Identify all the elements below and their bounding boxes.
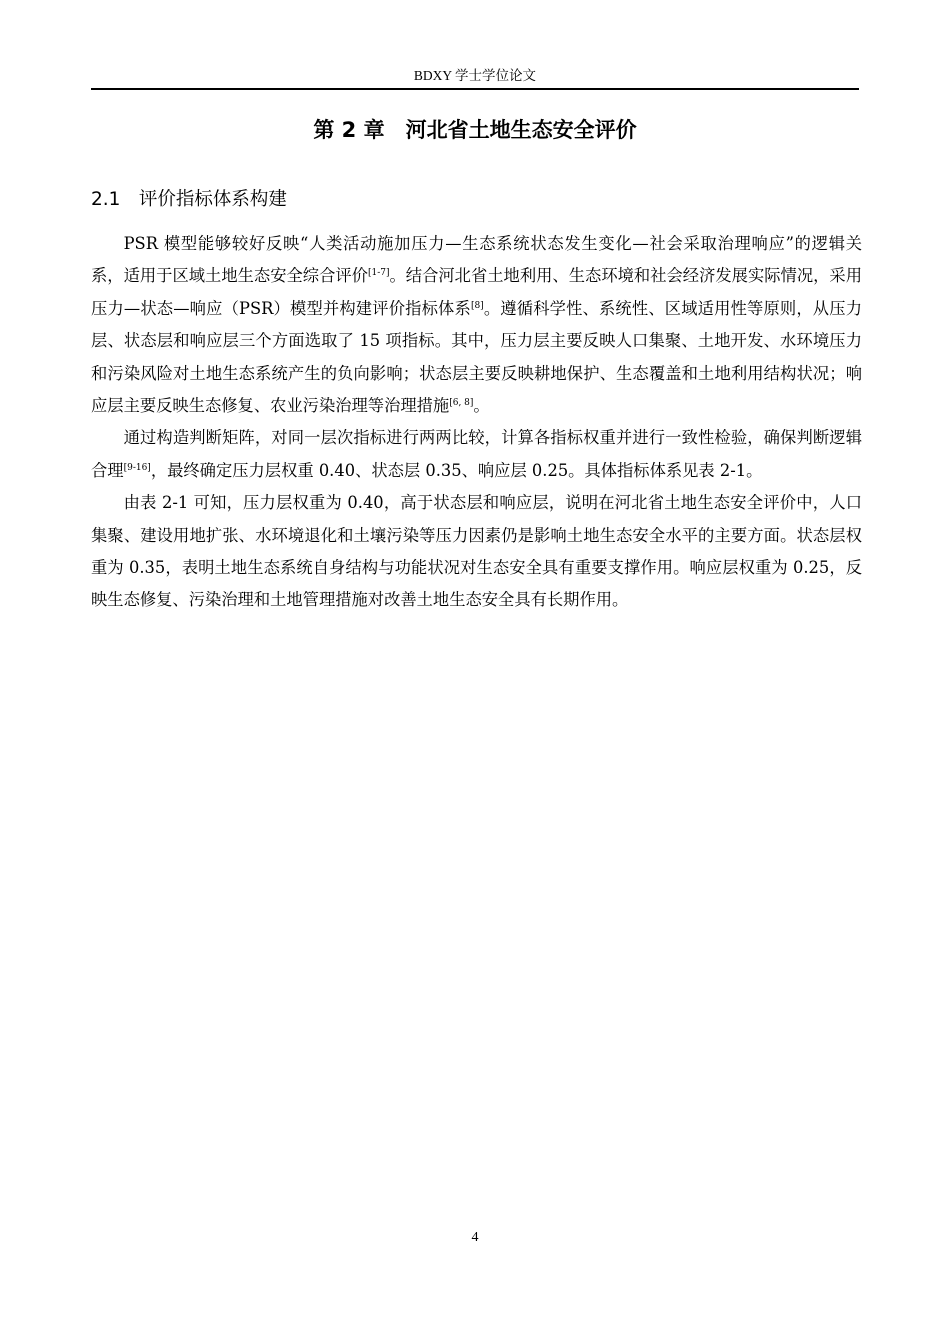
paragraph-1-text-3: 。遵循科学性、系统性、区域适用性等原则，从压力层、状态层和响应层三个方面选取了 15 项指标。其中，压力层主要反映人口集聚、土地开发、水环境压力和污染风险对土地生态系统产生的负向影响；状态层主要反映耕地保护、生态覆盖和土地利用结构状况；响应层主要反映生态修复、农业污染治理等治理措施: [91, 298, 862, 416]
section-title: 2.1 评价指标体系构建: [91, 189, 287, 210]
citation-1-7: [1-7]: [367, 268, 390, 279]
citation-6-8: [6, 8]: [449, 398, 474, 409]
paragraph-1-text-4: 。: [473, 396, 490, 416]
page-number: 4: [471, 1230, 479, 1245]
paragraph-2-text-1: 通过构造判断矩阵，对同一层次指标进行两两比较，计算各指标权重并进行一致性检验，确保判断逻辑合理: [91, 428, 862, 480]
paragraph-1-text-1: PSR 模型能够较好反映“人类活动施加压力—生态系统状态发生变化—社会采取治理响应”的逻辑关系，适用于区域土地生态安全综合评价: [91, 234, 862, 286]
running-header: BDXY 学士学位论文: [413, 68, 537, 83]
paragraph-2: [91, 422, 862, 487]
paragraph-3: 由表 2-1 可知，压力层权重为 0.40，高于状态层和响应层，说明在河北省土地生态安全评价中，人口集聚、建设用地扩张、水环境退化和土壤污染等压力因素仍是影响土地生态安全水平的主要方面。状态层权重为 0.35，表明土地生态系统自身结构与功能状况对生态安全具有重要支撑作用。响应层权重为 0.25，反映生态修复、污染治理和土地管理措施对改善土地生态安全具有长期作用。: [91, 493, 862, 610]
chapter-title: 第 2 章 河北省土地生态安全评价: [313, 118, 637, 142]
citation-9-16: [9-16]: [123, 462, 151, 473]
paragraph-2-text-2: ，最终确定压力层权重 0.40、状态层 0.35、响应层 0.25。具体指标体系见表 2-1。: [150, 460, 763, 480]
paragraph-1: [91, 228, 862, 422]
body-text: [91, 228, 862, 617]
header-rule: [91, 88, 859, 90]
citation-8: [8]: [470, 300, 484, 311]
paragraph-1-text-2: 。结合河北省土地利用、生态环境和社会经济发展实际情况，采用压力—状态—响应（PSR）模型并构建评价指标体系: [91, 266, 862, 318]
